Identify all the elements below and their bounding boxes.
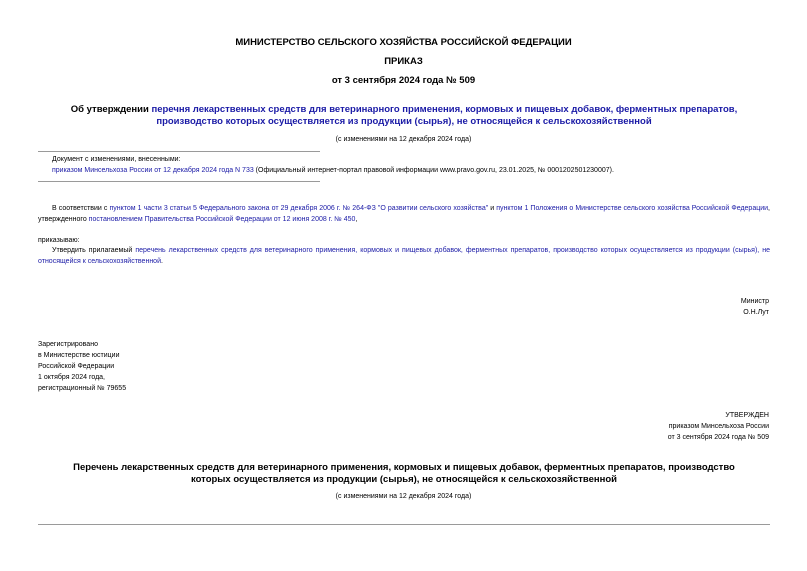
signature-position: Министр: [740, 298, 769, 305]
preamble-paragraph: [38, 203, 770, 225]
amendments-intro: Документ с изменениями, внесенными:: [52, 156, 181, 163]
registration-line: Зарегистрировано: [38, 341, 98, 348]
title-changes-note: (с изменениями на 12 декабря 2024 года): [335, 136, 472, 143]
amendment-order-link[interactable]: приказом Минсельхоза России от 12 декабря 2024 года N 733: [52, 167, 254, 174]
list-link[interactable]: перечень лекарственных средств для ветеринарного применения, кормовых и пищевых добавок, ферментных препаратов, производство которых осуществляется из продукции (сырья), не относящейся к сельскохозяйственной: [38, 247, 770, 265]
amendments-line: [52, 165, 792, 176]
order-word: приказываю:: [38, 237, 80, 244]
ministry-heading: МИНИСТЕРСТВО СЕЛЬСКОГО ХОЗЯЙСТВА РОССИЙСКОЙ ФЕДЕРАЦИИ: [235, 37, 572, 48]
registration-line: регистрационный № 79655: [38, 385, 127, 392]
registration-line: Российской Федерации: [38, 363, 115, 370]
registration-line: 1 октября 2024 года,: [38, 374, 106, 381]
title-prefix: Об утверждении: [70, 104, 152, 115]
ministry-regulation-link[interactable]: пунктом 1 Положения о Министерстве сельского хозяйства Российской Федерации: [496, 205, 769, 212]
preamble-text-d: ,: [355, 216, 358, 223]
amendment-source: (Официальный интернет-портал правовой информации www.pravo.gov.ru, 23.01.2025, № 0001202501230007).: [253, 167, 614, 174]
divider-top: [38, 151, 320, 152]
doc-date-number: от 3 сентября 2024 года № 509: [331, 75, 476, 86]
preamble-text-c: , утвержденного: [38, 205, 770, 223]
registration-block: [38, 339, 126, 394]
doc-type-heading: ПРИКАЗ: [384, 56, 423, 67]
divider-bottom: [38, 181, 320, 182]
signature-name: О.Н.Лут: [743, 309, 769, 316]
approval-block: [668, 410, 769, 443]
signature-block: [741, 296, 769, 318]
approve-paragraph: [38, 245, 770, 267]
approval-line: УТВЕРЖДЕН: [725, 412, 769, 419]
registration-line: в Министерстве юстиции: [38, 352, 120, 359]
preamble-text-a: В соответствии с: [52, 205, 110, 212]
annex-changes-note: (с изменениями на 12 декабря 2024 года): [335, 493, 472, 500]
preamble-text-b: и: [488, 205, 497, 212]
document-title: [38, 104, 770, 128]
approval-line: приказом Минсельхоза России: [668, 423, 769, 430]
approval-line: от 3 сентября 2024 года № 509: [667, 434, 769, 441]
approve-text-b: .: [161, 258, 163, 265]
title-link[interactable]: перечня лекарственных средств для ветеринарного применения, кормовых и пищевых добавок, ферментных препаратов, производство которых осуществляется из продукции (сырья), не относящейся к сельскохозяйственной: [151, 104, 738, 127]
page-bottom-divider: [38, 524, 770, 525]
federal-law-link[interactable]: пунктом 1 части 3 статьи 5 Федерального закона от 29 декабря 2006 г. № 264-ФЗ "О развитии сельского хозяйства": [109, 205, 489, 212]
approve-text-a: Утвердить прилагаемый: [52, 247, 136, 254]
government-resolution-link[interactable]: постановлением Правительства Российской Федерации от 12 июня 2008 г. № 450: [88, 216, 356, 223]
annex-title: Перечень лекарственных средств для ветеринарного применения, кормовых и пищевых добавок, ферментных препаратов, производство которых осуществляется из продукции (сырья), не относящейся к сельскохозяйственной: [73, 462, 735, 485]
